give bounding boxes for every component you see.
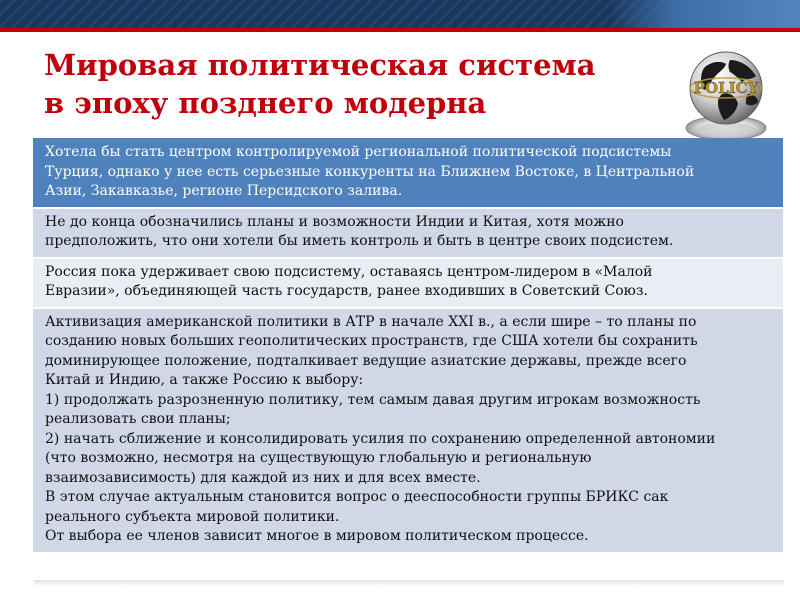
row-text-line: доминирующее положение, подталкивает ведущие азиатские державы, прежде всего (45, 352, 687, 369)
logo-text: POLICY (693, 79, 759, 97)
table-row (33, 209, 783, 259)
table-shadow (34, 580, 784, 586)
row-text-line: взаимозависимость) для каждой из них и для всех вместе. (45, 469, 481, 486)
row-text-line: В этом случае актуальным становится вопрос о дееспособности группы БРИКС сак (45, 489, 669, 505)
row-text-line: реального субъекта мировой политики. (45, 508, 340, 525)
title-line-2: в эпоху позднего модерна (44, 86, 487, 120)
row-text-line: Россия пока удерживает свою подсистему, оставаясь центром-лидером в «Малой (45, 263, 653, 280)
header-band (0, 0, 800, 30)
header-red-line (0, 28, 800, 32)
content-table (33, 138, 783, 554)
row-text-line: Азии, Закавказье, регионе Персидского залива. (45, 183, 403, 199)
row-text-line: 1) продолжать разрозненную политику, тем самым давая другим игрокам возможность (45, 391, 701, 408)
row-text-line: Китай и Индию, а также Россию к выбору: (45, 372, 364, 388)
row-text-line: Евразии», объединяющей часть государств, ранее входивших в Советский Союз. (45, 283, 648, 299)
header-accent (610, 0, 800, 30)
title-line-1: Мировая политическая система (44, 48, 596, 82)
row-text-line: 2) начать сближение и консолидировать усилия по сохранению определенной автономии (45, 430, 716, 447)
row-text-line: (что возможно, несмотря на существующую глобальную и региональную (45, 450, 592, 466)
row-text-line: Турция, однако у нее есть серьезные конкуренты на Ближнем Востоке, в Центральной (45, 163, 695, 180)
row-text-line: созданию новых больших геополитических пространств, где США хотели бы сохранить (45, 333, 698, 349)
table-row (33, 259, 783, 309)
row-text-line: предположить, что они хотели бы иметь контроль и быть в центре своих подсистем. (45, 233, 674, 249)
table-row (33, 309, 783, 554)
row-text-line: От выбора ее членов зависит многое в мировом политическом процессе. (45, 528, 589, 544)
row-text-line: Не до конца обозначились планы и возможности Индии и Китая, хотя можно (45, 213, 624, 230)
table-row (33, 138, 783, 209)
row-text-line: Хотела бы стать центром контролируемой региональной политической подсистемы (45, 144, 672, 160)
row-text-line: Активизация американской политики в АТР в начале XXI в., а если шире – то планы по (45, 313, 697, 330)
globe-icon (674, 38, 778, 142)
row-text-line: реализовать свои планы; (45, 411, 231, 427)
page-title (44, 46, 604, 122)
